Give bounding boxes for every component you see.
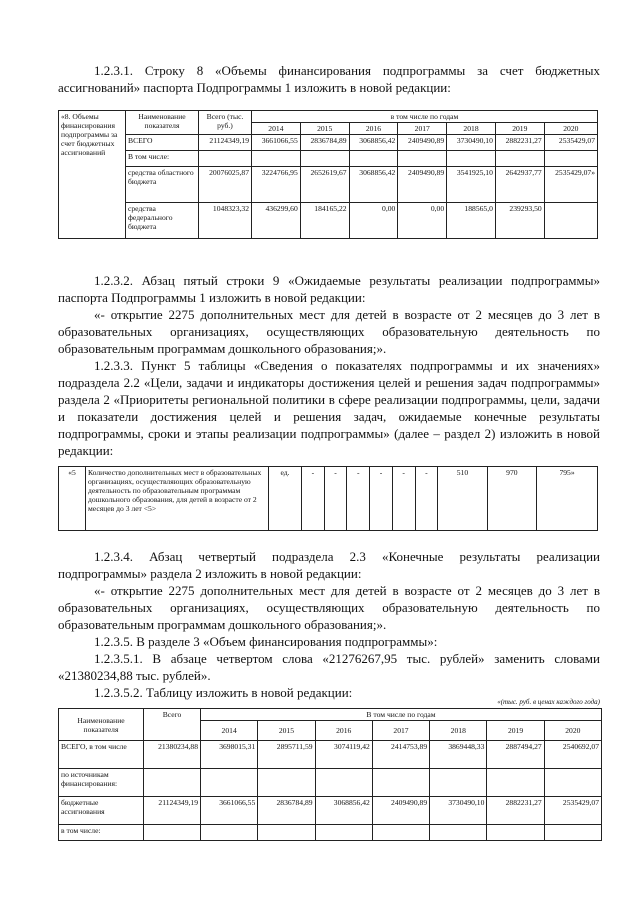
- t1-row-total: 1048323,32: [199, 203, 252, 239]
- quote-1-2-3-2: «- открытие 2275 дополнительных мест для детей в возрасте от 2 месяцев до 3 лет в образовательных организациях, осуществляющих образовательную деятельность по образовательным программам дошкольного образования;».: [58, 307, 600, 356]
- t2-cell: -: [370, 467, 393, 531]
- t2-cell: 970: [487, 467, 536, 531]
- t1-row-title: «8. Объемы финансирования подпрограммы за счет бюджетных ассигнований: [59, 111, 126, 239]
- t1-cell: 2836784,89: [300, 135, 349, 151]
- t3-cell: 3869448,33: [430, 741, 487, 769]
- t3-cell: 2540692,07: [544, 741, 601, 769]
- t3-cell: 2409490,89: [372, 797, 429, 825]
- units-note: «(тыс. руб. в ценах каждого года): [497, 698, 600, 706]
- t1-cell: 2409490,89: [398, 135, 447, 151]
- t1-cell: 3541925,10: [447, 167, 496, 203]
- t3-row-name: в том числе:: [59, 825, 144, 841]
- t1-cell: 2642937,77: [495, 167, 544, 203]
- t1-cell: 188565,0: [447, 203, 496, 239]
- t1-cell: 3068856,42: [349, 167, 398, 203]
- t3-row-name: бюджетные ассигнования: [59, 797, 144, 825]
- t1-year: 2015: [300, 123, 349, 135]
- t3-cell: 3068856,42: [315, 797, 372, 825]
- financing-table-1: [58, 110, 598, 239]
- paragraph-1-2-3-4: 1.2.3.4. Абзац четвертый подраздела 2.3 «Конечные результаты реализации подпрограммы» раздела 2 изложить в новой редакции:: [58, 549, 600, 581]
- paragraph-1-2-3-2: 1.2.3.2. Абзац пятый строки 9 «Ожидаемые результаты реализации подпрограммы» паспорта Подпрограммы 1 изложить в новой редакции:: [58, 273, 600, 305]
- t3-cell: 3698015,31: [201, 741, 258, 769]
- t1-cell: 0,00: [398, 203, 447, 239]
- t1-cell: 3661066,55: [252, 135, 301, 151]
- t3-cell: 3074119,42: [315, 741, 372, 769]
- t3-row-name: по источникам финансирования:: [59, 769, 144, 797]
- t1-row-total: 20076025,87: [199, 167, 252, 203]
- t3-row-total: 21380234,88: [144, 741, 201, 769]
- t1-cell: 2535429,07»: [544, 167, 597, 203]
- paragraph-1-2-3-5-2: 1.2.3.5.2. Таблицу изложить в новой редакции:: [94, 685, 353, 700]
- t1-cell: 0,00: [349, 203, 398, 239]
- t1-cell: 436299,60: [252, 203, 301, 239]
- t1-row-name: средства федерального бюджета: [126, 203, 199, 239]
- t2-num: «5: [59, 467, 86, 531]
- t1-cell: [544, 203, 597, 239]
- t3-year: 2020: [544, 721, 601, 741]
- t3-year: 2017: [372, 721, 429, 741]
- t3-cell: 3730490,10: [430, 797, 487, 825]
- t3-cell: 2535429,07: [544, 797, 601, 825]
- t3-cell: 2836784,89: [258, 797, 315, 825]
- paragraph-1-2-3-5-1: 1.2.3.5.1. В абзаце четвертом слова «21276267,95 тыс. рублей» заменить словами «21380234,88 тыс. рублей».: [58, 651, 600, 683]
- t3-header-name: Наименование показателя: [59, 709, 144, 741]
- t2-cell: -: [415, 467, 438, 531]
- t1-row-name: ВСЕГО: [126, 135, 199, 151]
- t3-cell: 2887494,27: [487, 741, 544, 769]
- t3-header-total: Всего: [144, 709, 201, 741]
- t1-row-name: В том числе:: [126, 151, 199, 167]
- paragraph-1-2-3-3: 1.2.3.3. Пункт 5 таблицы «Сведения о показателях подпрограммы и их значениях» подраздела 2.2 «Цели, задачи и индикаторы достижения целей и решения задач подпрограммы» раздела 2 «Приоритеты региональной политики в сфере реализации подпрограммы, цели, задачи и показатели достижения целей и решения задач, ожидаемые конечные результаты подпрограммы, сроки и этапы реализации подпрограммы» (далее – раздел 2) изложить в новой редакции:: [58, 358, 600, 458]
- t1-cell: 2882231,27: [495, 135, 544, 151]
- t1-header-name: Наименование показателя: [126, 111, 199, 135]
- t2-cell: 510: [438, 467, 487, 531]
- t3-cell: 2414753,89: [372, 741, 429, 769]
- t1-header-group: в том числе по годам: [252, 111, 598, 123]
- t1-cell: 3068856,42: [349, 135, 398, 151]
- t3-year: 2014: [201, 721, 258, 741]
- t3-cell: 2882231,27: [487, 797, 544, 825]
- t1-year: 2018: [447, 123, 496, 135]
- t3-year: 2015: [258, 721, 315, 741]
- t1-year: 2017: [398, 123, 447, 135]
- t2-unit: ед.: [269, 467, 302, 531]
- t3-cell: 2895711,59: [258, 741, 315, 769]
- t2-cell: -: [302, 467, 325, 531]
- t3-year: 2016: [315, 721, 372, 741]
- quote-1-2-3-4: «- открытие 2275 дополнительных мест для детей в возрасте от 2 месяцев до 3 лет в образовательных организациях, осуществляющих образовательную деятельность по образовательным программам дошкольного образования;».: [58, 583, 600, 632]
- t1-cell: 3730490,10: [447, 135, 496, 151]
- t3-row-total: 21124349,19: [144, 797, 201, 825]
- t3-cell: 3661066,55: [201, 797, 258, 825]
- t1-row-total: 21124349,19: [199, 135, 252, 151]
- t1-cell: 2652619,67: [300, 167, 349, 203]
- t3-year: 2019: [487, 721, 544, 741]
- t1-cell: 184165,22: [300, 203, 349, 239]
- t3-header-group: В том числе по годам: [201, 709, 602, 721]
- t2-indicator-name: Количество дополнительных мест в образовательных организациях, осуществляющих образовательную деятельность по образовательным программам дошкольного образования, для детей в возрасте от 2 месяцев до 3 лет <5>: [86, 467, 269, 531]
- t3-year: 2018: [430, 721, 487, 741]
- paragraph-1-2-3-5: 1.2.3.5. В разделе 3 «Объем финансирования подпрограммы»:: [94, 634, 438, 649]
- t1-cell: 3224766,95: [252, 167, 301, 203]
- t1-year: 2020: [544, 123, 597, 135]
- paragraph-1-2-3-1: 1.2.3.1. Строку 8 «Объемы финансирования подпрограммы за счет бюджетных ассигнований» паспорта Подпрограммы 1 изложить в новой редакции:: [58, 63, 600, 95]
- t1-year: 2016: [349, 123, 398, 135]
- t1-row-name: средства областного бюджета: [126, 167, 199, 203]
- t1-cell: 239293,50: [495, 203, 544, 239]
- indicator-table: [58, 466, 598, 531]
- financing-table-3: [58, 708, 602, 841]
- t1-cell: 2409490,89: [398, 167, 447, 203]
- t3-row-name: ВСЕГО, в том числе: [59, 741, 144, 769]
- t1-header-total: Всего (тыс. руб.): [199, 111, 252, 135]
- t1-cell: 2535429,07: [544, 135, 597, 151]
- t1-year: 2019: [495, 123, 544, 135]
- t2-cell: -: [392, 467, 415, 531]
- t1-year: 2014: [252, 123, 301, 135]
- t2-cell: 795»: [537, 467, 598, 531]
- t2-cell: -: [347, 467, 370, 531]
- t2-cell: -: [324, 467, 347, 531]
